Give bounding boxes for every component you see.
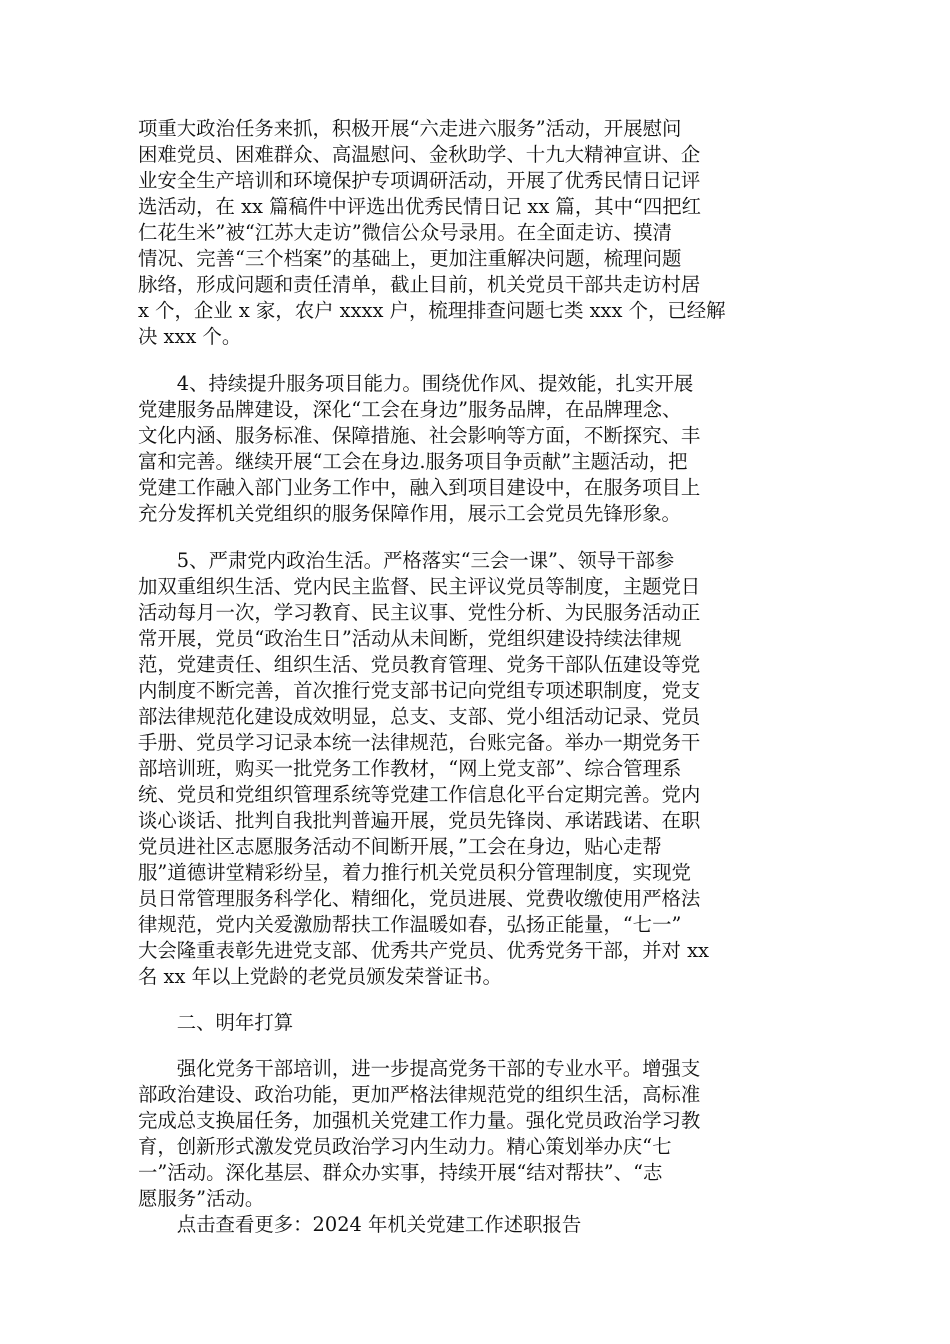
section-heading: 二、明年打算 [138,1011,294,1034]
text-line: 部政治建设、政治功能，更加严格法律规范党的组织生活，高标准 [138,1083,701,1106]
text-line: 完成总支换届任务，加强机关党建工作力量。强化党员政治学习教 [138,1109,701,1132]
text-line: 内制度不断完善，首次推行党支部书记向党组专项述职制度，党支 [138,679,701,702]
paragraph-service-project-capability [138,371,818,527]
text-line: 文化内涵、服务标准、保障措施、社会影响等方面，不断探究、丰 [138,424,701,447]
text-line: 业安全生产培训和环境保护专项调研活动，开展了优秀民情日记评 [138,169,701,192]
text-line: 范，党建责任、组织生活、党员教育管理、党务干部队伍建设等党 [138,653,701,676]
text-line: x 个，企业 x 家，农户 xxxx 户，梳理排查问题七类 xxx 个，已经解 [138,299,726,322]
text-line: 富和完善。继续开展“工会在身边.服务项目争贡献”主题活动，把 [138,450,688,473]
text-line: 强化党务干部培训，进一步提高党务干部的专业水平。增强支 [138,1057,701,1080]
text-line: 名 xx 年以上党龄的老党员颁发荣誉证书。 [138,965,502,988]
text-line: 充分发挥机关党组织的服务保障作用，展示工会党员先锋形象。 [138,502,681,525]
document-page [138,116,818,1238]
text-line: 困难党员、困难群众、高温慰问、金秋助学、十九大精神宣讲、企 [138,143,701,166]
text-line: 加双重组织生活、党内民主监督、民主评议党员等制度，主题党日 [138,575,701,598]
text-line: 手册、党员学习记录本统一法律规范，台账完备。举办一期党务干 [138,731,701,754]
paragraph-next-year-plan [138,1056,818,1212]
text-line: 统、党员和党组织管理系统等党建工作信息化平台定期完善。党内 [138,783,701,806]
text-line: 大会隆重表彰先进党支部、优秀共产党员、优秀党务干部，并对 xx [138,939,709,962]
text-line: 5、严肃党内政治生活。严格落实“三会一课”、领导干部参 [138,549,675,572]
paragraph-party-political-life [138,548,818,990]
text-line: 员日常管理服务科学化、精细化，党员进展、党费收缴使用严格法 [138,887,701,910]
text-line: 育，创新形式激发党员政治学习内生动力。精心策划举办庆“七 [138,1135,672,1158]
text-line: 4、持续提升服务项目能力。围绕优作风、提效能，扎实开展 [138,372,694,395]
text-line: 一”活动。深化基层、群众办实事，持续开展“结对帮扶”、“志 [138,1161,663,1184]
text-line: 决 xxx 个。 [138,325,242,348]
paragraph-spacer [138,350,818,371]
text-line: 愿服务”活动。 [138,1187,265,1210]
text-line: 脉络，形成问题和责任清单，截止目前，机关党员干部共走访村居 [138,273,701,296]
section-heading-next-year-plan [138,1010,818,1036]
text-line: 部法律规范化建设成效明显，总支、支部、党小组活动记录、党员 [138,705,701,728]
text-line: 党建服务品牌建设，深化“工会在身边”服务品牌，在品牌理念、 [138,398,682,421]
text-line: 情况、完善“三个档案”的基础上，更加注重解决问题，梳理问题 [138,247,682,270]
text-line: 选活动，在 xx 篇稿件中评选出优秀民情日记 xx 篇，其中“四把红 [138,195,702,218]
text-line: 谈心谈话、批判自我批判普遍开展，党员先锋岗、承诺践诺、在职 [138,809,701,832]
text-line: 活动每月一次，学习教育、民主议事、党性分析、为民服务活动正 [138,601,701,624]
text-line: 服”道德讲堂精彩纷呈，着力推行机关党员积分管理制度，实现党 [138,861,691,884]
text-line: 部培训班，购买一批党务工作教材，“网上党支部”、综合管理系 [138,757,682,780]
text-line: 党建工作融入部门业务工作中，融入到项目建设中，在服务项目上 [138,476,701,499]
paragraph-service-activities [138,116,818,350]
paragraph-spacer [138,527,818,548]
paragraph-spacer [138,1036,818,1056]
text-line: 仁花生米”被“江苏大走访”微信公众号录用。在全面走访、摸清 [138,221,672,244]
text-line: 项重大政治任务来抓，积极开展“六走进六服务”活动，开展慰问 [138,117,682,140]
text-line: 常开展，党员“政治生日”活动从未间断，党组织建设持续法律规 [138,627,682,650]
view-more-link[interactable]: 点击查看更多：2024 年机关党建工作述职报告 [138,1213,582,1236]
text-line: 党员进社区志愿服务活动不间断开展，”工会在身边，贴心走帮 [138,835,662,858]
text-line: 律规范，党内关爱激励帮扶工作温暖如春，弘扬正能量，“七一” [138,913,682,936]
paragraph-spacer [138,990,818,1010]
